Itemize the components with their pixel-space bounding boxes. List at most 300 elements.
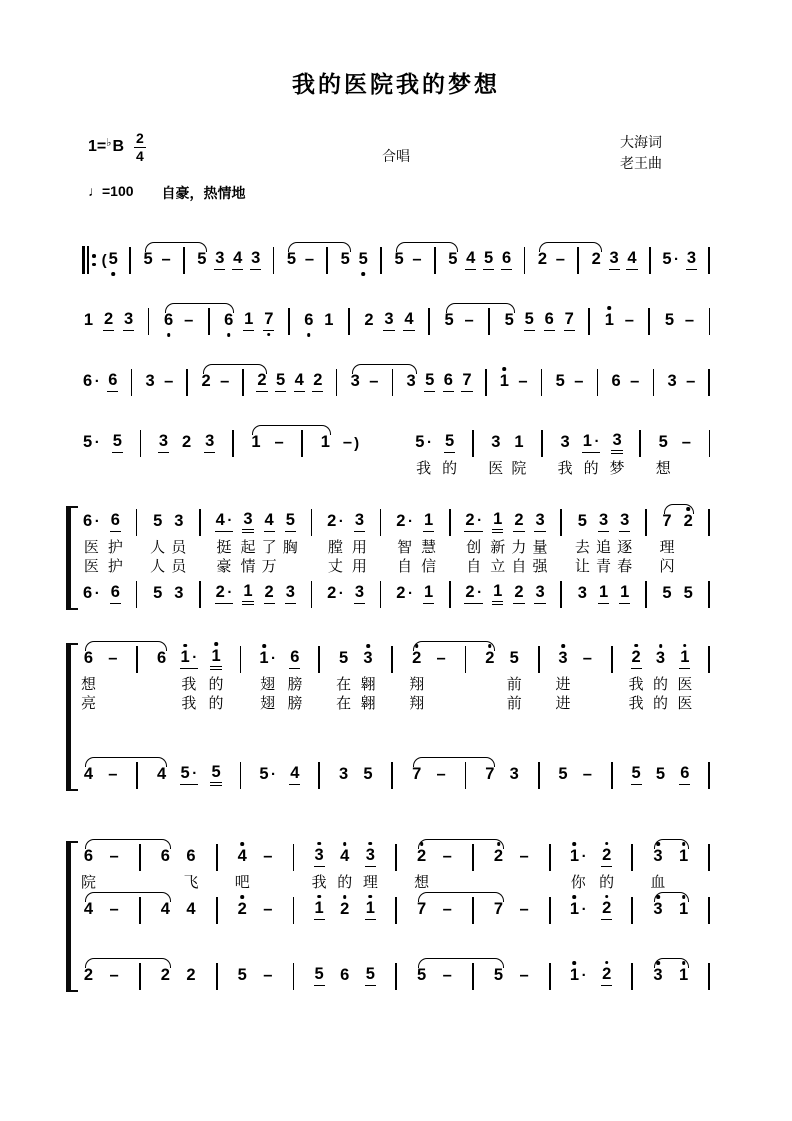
note-group	[652, 967, 663, 986]
augmentation-dot: ·	[192, 649, 198, 666]
lyric-space	[106, 874, 123, 893]
note-group	[256, 372, 267, 392]
note-group	[555, 251, 566, 270]
note-number: 3	[215, 249, 225, 268]
note	[107, 505, 124, 539]
note-number: 2	[494, 848, 503, 865]
note	[149, 505, 166, 539]
note-group	[624, 312, 635, 331]
note-group	[681, 434, 692, 453]
octave-dot-below	[227, 333, 231, 337]
note-group	[582, 650, 593, 669]
note-group	[83, 766, 94, 785]
dash-glyph: –	[624, 310, 634, 329]
note	[282, 505, 299, 539]
note-group	[264, 584, 275, 604]
note-group	[582, 766, 593, 785]
lyric-space	[678, 460, 695, 479]
lyric-space	[153, 676, 170, 695]
note-group	[173, 513, 184, 532]
note	[109, 426, 126, 460]
time-numerator: 2	[136, 130, 144, 146]
slur-tie	[654, 958, 689, 968]
dash-glyph: –	[686, 371, 696, 390]
note-group	[464, 584, 483, 604]
lyric-syllable: 力	[511, 539, 527, 556]
slur-tie	[418, 892, 504, 902]
octave-dot-below	[267, 333, 271, 337]
note-number: 2	[412, 650, 421, 667]
note-number: 5	[415, 432, 425, 451]
flat-icon: ♭	[106, 137, 112, 150]
note-number: 4	[404, 310, 414, 329]
barline-stroke	[148, 308, 150, 335]
dash-glyph: –	[681, 432, 691, 451]
barline-stroke	[639, 430, 641, 457]
dash-glyph: –	[274, 432, 284, 451]
expression-marking: 自豪，热情地	[161, 185, 246, 201]
note-group	[652, 901, 663, 920]
note-number: 2	[396, 511, 406, 530]
note-group	[537, 251, 548, 270]
note	[201, 426, 218, 460]
dash-extension	[570, 365, 587, 399]
note-number: 3	[560, 432, 570, 451]
note-number: 2	[340, 901, 349, 918]
barline	[132, 426, 149, 460]
note-number: 5	[285, 511, 295, 530]
augmentation-dot: ·	[338, 584, 344, 602]
note-group	[504, 312, 515, 331]
note-number: 4	[466, 249, 476, 268]
barline-stroke	[549, 963, 551, 990]
barline-stroke	[318, 646, 320, 673]
note-number: 6	[290, 648, 300, 667]
note-group	[484, 766, 495, 785]
note-number: 1	[680, 649, 689, 666]
note-group	[145, 373, 156, 392]
note-group	[519, 848, 530, 867]
note	[229, 243, 246, 277]
score-system-chorus-1	[80, 642, 718, 792]
dash-glyph: –	[412, 249, 422, 268]
slur-tie	[288, 242, 351, 252]
note-number: 3	[406, 371, 416, 390]
note	[178, 758, 201, 792]
note-group	[285, 512, 296, 532]
slur-tie	[85, 892, 171, 902]
note-number: 6	[83, 583, 93, 602]
dash-extension	[682, 365, 699, 399]
note	[498, 243, 515, 277]
barline-stroke	[240, 646, 242, 673]
note-number: 2	[514, 511, 524, 530]
note	[652, 642, 669, 676]
tempo-marking: ♩=100	[88, 183, 134, 199]
barline-stroke	[541, 369, 543, 396]
dash-glyph: –	[164, 371, 174, 390]
barline-stroke	[708, 897, 710, 924]
barline-stroke	[293, 963, 295, 990]
note	[676, 758, 693, 792]
note	[606, 243, 623, 277]
note	[170, 577, 187, 611]
note-number: 1	[582, 432, 592, 451]
note	[598, 840, 615, 874]
note	[234, 959, 251, 993]
note-group	[493, 967, 504, 986]
barline-stroke	[653, 369, 655, 396]
note	[80, 365, 103, 399]
note-number: 2	[257, 371, 267, 390]
barline-stroke	[549, 897, 551, 924]
lyric-syllable: 去	[574, 539, 590, 556]
note	[80, 426, 103, 460]
note-number: 5	[683, 583, 693, 602]
barline	[208, 893, 225, 927]
score-system-chorus-2	[80, 840, 718, 993]
lyric-space	[157, 874, 174, 893]
lyric-syllable: 梦	[609, 460, 625, 477]
slur-tie	[654, 892, 689, 902]
note-number: 5	[211, 762, 221, 781]
note	[240, 304, 257, 338]
slur-tie	[418, 839, 504, 849]
note	[107, 577, 124, 611]
barline	[553, 505, 570, 539]
lyric-syllable: 的	[337, 874, 353, 891]
barline	[303, 577, 320, 611]
note-group	[679, 765, 690, 785]
note-number: 4	[233, 249, 243, 268]
lyric-space	[441, 558, 458, 577]
note	[261, 505, 278, 539]
barline-stroke	[318, 762, 320, 789]
lyric-syllable: 闪	[659, 558, 675, 575]
note	[309, 365, 326, 399]
barline-stroke	[708, 509, 710, 536]
dash-extension	[514, 365, 531, 399]
note-group	[368, 373, 379, 392]
note-group	[655, 650, 666, 669]
lyric-syllable: 进	[555, 695, 571, 712]
note-number: 5	[109, 251, 118, 268]
note	[440, 365, 457, 399]
lyric-space	[701, 676, 718, 695]
note-number: 3	[598, 511, 609, 530]
barline	[533, 365, 550, 399]
note-number: 6	[83, 511, 93, 530]
octave-dot-above	[608, 306, 612, 310]
note	[567, 840, 590, 874]
note-group	[314, 900, 325, 920]
barline	[232, 758, 249, 792]
lyric-syllable: 院	[511, 460, 527, 477]
note-group	[447, 251, 458, 270]
note-number: 1	[315, 900, 324, 917]
note-number: 3	[491, 432, 501, 451]
lyric-syllable: 强	[532, 558, 548, 575]
lyric-space	[388, 874, 405, 893]
note	[574, 577, 591, 611]
barline-stroke	[348, 308, 350, 335]
note-group	[661, 513, 672, 532]
note	[351, 505, 368, 539]
lyric-syllable: 医	[677, 695, 693, 712]
note	[234, 840, 251, 874]
barline	[328, 365, 345, 399]
barline-stroke	[485, 369, 487, 396]
note-number: 7	[462, 371, 472, 390]
barline-stroke	[395, 897, 397, 924]
note	[247, 243, 264, 277]
octave-dot-above	[605, 842, 609, 846]
note	[360, 304, 377, 338]
note-group	[294, 372, 305, 392]
note-number: 5	[444, 310, 454, 329]
note-group	[492, 583, 503, 606]
note-group	[493, 901, 504, 920]
note-group	[107, 372, 118, 392]
note-group	[411, 251, 422, 270]
note-number: 5	[112, 432, 122, 451]
note-group	[534, 584, 545, 604]
note-number: 1	[500, 373, 509, 390]
repeat-start-sign	[80, 243, 98, 277]
slur-tie	[413, 757, 495, 767]
dash-glyph: –	[555, 249, 565, 268]
lyric-syllable: 翔	[409, 676, 425, 693]
lyric-syllable: 立	[490, 558, 506, 575]
note-group	[423, 584, 434, 604]
slur-tie	[145, 242, 207, 252]
note-number: 4	[160, 899, 170, 918]
note-group	[598, 584, 609, 604]
octave-dot-above	[262, 644, 266, 648]
dash-extension	[259, 959, 276, 993]
note	[521, 304, 538, 338]
barline	[128, 577, 145, 611]
note	[616, 505, 633, 539]
barline	[701, 505, 718, 539]
octave-dot-above	[240, 842, 244, 846]
dash-glyph: –	[109, 899, 119, 918]
barline-stroke	[293, 844, 295, 871]
note-number: 3	[174, 583, 184, 602]
note-group	[664, 312, 675, 331]
lyric-space	[464, 460, 481, 479]
barline-stroke	[709, 308, 711, 335]
note-group	[163, 373, 174, 392]
note-number: 3	[145, 371, 155, 390]
note-group	[210, 648, 221, 671]
augmentation-dot: ·	[477, 584, 483, 601]
slur-tie	[165, 303, 234, 313]
note-group	[461, 372, 472, 392]
note-number: 3	[653, 901, 662, 918]
barline	[265, 243, 282, 277]
note-number: 5	[504, 310, 514, 329]
note-number: 2	[215, 583, 225, 602]
barline	[280, 304, 297, 338]
barline	[303, 505, 320, 539]
note-group	[243, 311, 254, 331]
note-group	[423, 512, 434, 532]
note-number: 6	[110, 583, 120, 602]
lyric-space	[701, 460, 718, 479]
barline	[311, 642, 328, 676]
note	[393, 577, 416, 611]
note-number: 5	[555, 371, 565, 390]
lyric-space	[224, 460, 241, 479]
barline-stroke	[240, 762, 242, 789]
lyric-syllable: 的	[583, 460, 599, 477]
note	[311, 840, 328, 874]
lyric-space	[637, 539, 654, 558]
dash-extension	[678, 426, 695, 460]
note-number: 2	[591, 249, 601, 268]
note	[362, 840, 379, 874]
note	[104, 365, 121, 399]
note-number: 3	[653, 967, 662, 984]
note-number: 6	[224, 312, 233, 329]
barline	[179, 365, 196, 399]
note-group	[362, 650, 373, 669]
note	[149, 577, 166, 611]
lyric-syllable: 起	[240, 539, 256, 556]
lyric-syllable: 我	[628, 695, 644, 712]
note	[595, 505, 612, 539]
dash-glyph: –	[109, 846, 119, 865]
note-number: 5	[153, 583, 163, 602]
note-group	[143, 251, 154, 270]
note-group	[424, 372, 435, 392]
note-number: 6	[443, 371, 453, 390]
note-group	[611, 373, 622, 392]
note-group	[320, 434, 331, 453]
dash-glyph: –	[630, 371, 640, 390]
note-group	[365, 847, 376, 867]
note-group	[289, 649, 300, 669]
lyric-space	[191, 558, 208, 577]
note-group	[678, 967, 689, 986]
note	[178, 642, 201, 676]
note-number: 1	[211, 648, 220, 665]
note-number: 2	[465, 511, 475, 530]
note	[459, 365, 476, 399]
note-group	[442, 901, 453, 920]
note-group	[219, 373, 230, 392]
note	[506, 758, 523, 792]
note	[261, 577, 278, 611]
barline-stroke	[708, 963, 710, 990]
note-number: 2	[238, 901, 247, 918]
lyric-space	[675, 874, 692, 893]
note-number: 4	[157, 764, 167, 783]
note-number: 2	[632, 649, 641, 666]
lyric-syllable: 青	[596, 558, 612, 575]
lyric-space	[603, 676, 620, 695]
note-group	[598, 512, 609, 532]
dash-glyph: –	[442, 965, 452, 984]
barline-stroke	[311, 581, 313, 608]
note-group	[560, 434, 571, 453]
note-group	[339, 901, 350, 920]
augmentation-dot: ·	[271, 649, 276, 667]
lyric-space	[109, 460, 126, 479]
note-group	[509, 766, 520, 785]
dash-glyph: –	[263, 965, 273, 984]
note-number: 7	[417, 899, 427, 918]
lyric-syllable: 万	[261, 558, 277, 575]
note-group	[411, 766, 422, 785]
barline	[701, 577, 718, 611]
lyric-syllable: 翅	[260, 695, 276, 712]
barline	[340, 304, 357, 338]
note-number: 2	[684, 513, 693, 530]
lyric-syllable: 在	[336, 676, 352, 693]
barline-stroke	[449, 509, 451, 536]
note	[272, 365, 289, 399]
note-number: 6	[110, 511, 120, 530]
lyric-syllable: 想	[80, 676, 96, 693]
augmentation-dot: ·	[407, 584, 413, 602]
lyric-syllable: 用	[351, 539, 367, 556]
note-number: 4	[186, 899, 196, 918]
note	[380, 304, 397, 338]
octave-dot-above	[605, 961, 609, 965]
lyric-syllable: 的	[208, 695, 224, 712]
note	[421, 365, 438, 399]
barline-stroke	[708, 646, 710, 673]
staff-gap	[80, 714, 718, 758]
note-group	[524, 311, 535, 331]
augmentation-dot: ·	[338, 512, 344, 530]
lyric-space	[534, 460, 551, 479]
augmentation-dot: ·	[581, 966, 587, 984]
note	[616, 577, 633, 611]
score-system-intro-2	[80, 304, 718, 338]
note	[462, 577, 485, 611]
note-number: 2	[83, 965, 94, 984]
note-number: 5	[631, 764, 641, 783]
lyric-syllable: 进	[555, 676, 571, 693]
note-group	[181, 434, 192, 453]
note-number: 5	[655, 764, 666, 783]
note	[335, 642, 352, 676]
octave-dot-above	[502, 367, 506, 371]
note-group	[108, 251, 119, 270]
dash-glyph: –	[263, 846, 273, 865]
note	[624, 243, 641, 277]
note-group	[180, 765, 199, 785]
lyric-space	[340, 460, 362, 479]
note-group	[416, 901, 427, 920]
note-number: 1	[679, 901, 688, 918]
note	[487, 426, 504, 460]
note	[320, 304, 337, 338]
note-group	[484, 650, 495, 669]
lyric-syllable: 想	[655, 460, 671, 477]
barline	[632, 426, 649, 460]
barline	[384, 758, 401, 792]
note-number: 7	[564, 310, 574, 329]
octave-dot-above	[561, 644, 565, 648]
lyric-syllable: 膀	[287, 695, 303, 712]
credits	[620, 132, 662, 174]
note	[496, 365, 513, 399]
note	[628, 642, 645, 676]
